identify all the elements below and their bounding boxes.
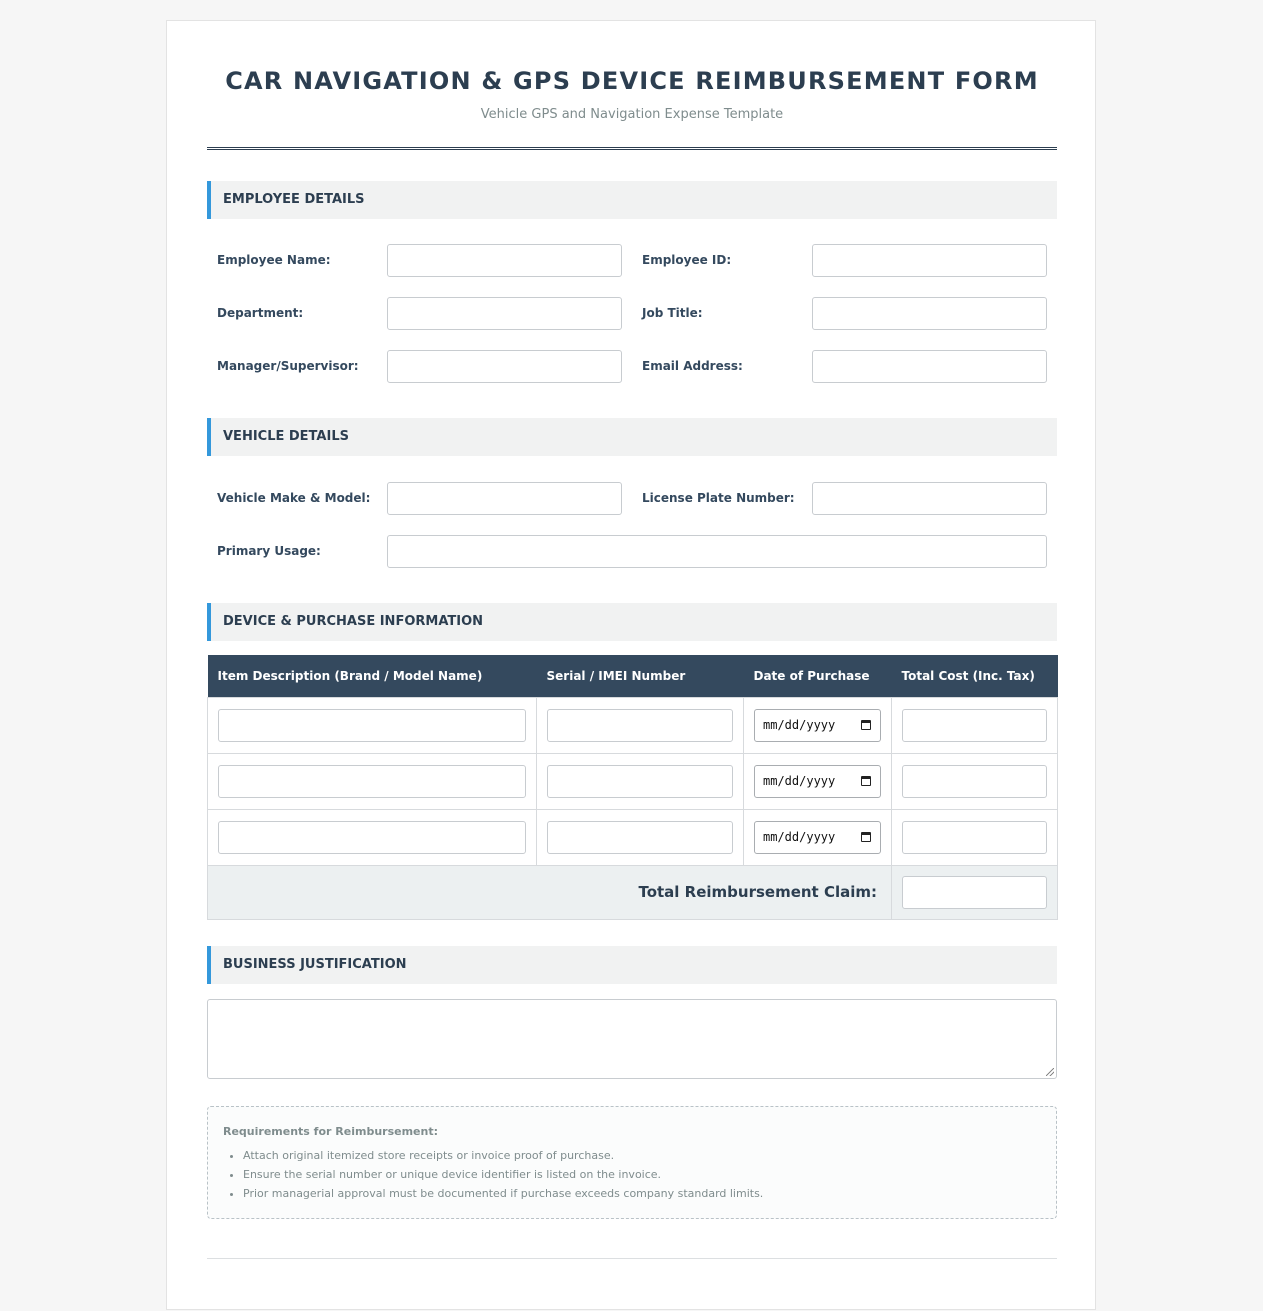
license-plate-label: License Plate Number: xyxy=(642,491,795,505)
column-header-serial: Serial / IMEI Number xyxy=(537,655,744,697)
section-device-purchase: DEVICE & PURCHASE INFORMATION xyxy=(207,603,1057,641)
serial-cell xyxy=(537,809,744,865)
email-input[interactable] xyxy=(812,350,1047,383)
serial-input[interactable] xyxy=(547,765,733,798)
total-reimbursement-label: Total Reimbursement Claim: xyxy=(208,865,892,919)
total-row xyxy=(208,865,1058,919)
form-page xyxy=(166,20,1096,1310)
total-cost-input[interactable] xyxy=(902,821,1047,854)
item-description-input[interactable] xyxy=(218,821,526,854)
table-row xyxy=(208,753,1058,809)
serial-input[interactable] xyxy=(547,709,733,742)
total-cost-input[interactable] xyxy=(902,765,1047,798)
total-reimbursement-cell xyxy=(892,865,1058,919)
item-description-cell xyxy=(208,697,537,753)
page-subtitle: Vehicle GPS and Navigation Expense Template xyxy=(480,107,784,122)
list-item: • Attach original itemized store receipts or invoice proof of purchase. xyxy=(243,1146,1041,1165)
calendar-icon[interactable] xyxy=(861,832,871,842)
department-label: Department: xyxy=(217,306,304,320)
vehicle-make-model-label: Vehicle Make & Model: xyxy=(217,491,371,505)
list-item: • Prior managerial approval must be documented if purchase exceeds company standard limits. xyxy=(243,1184,1041,1203)
footer-divider xyxy=(207,1258,1057,1259)
employee-name-input[interactable] xyxy=(387,244,622,277)
date-of-purchase-input[interactable] xyxy=(754,821,881,854)
primary-usage-label: Primary Usage: xyxy=(217,544,321,558)
resize-handle-icon[interactable] xyxy=(1046,1068,1054,1076)
requirements-list xyxy=(223,1146,1041,1203)
vehicle-make-model-input[interactable] xyxy=(387,482,622,515)
date-placeholder: mm/dd/yyyy xyxy=(763,830,836,844)
item-description-input[interactable] xyxy=(218,709,526,742)
department-input[interactable] xyxy=(387,297,622,330)
serial-cell xyxy=(537,753,744,809)
date-placeholder: mm/dd/yyyy xyxy=(763,774,836,788)
date-cell xyxy=(744,809,892,865)
section-business-justification: BUSINESS JUSTIFICATION xyxy=(207,946,1057,984)
serial-cell xyxy=(537,697,744,753)
device-table-header xyxy=(208,655,1058,697)
calendar-icon[interactable] xyxy=(861,776,871,786)
date-of-purchase-input[interactable] xyxy=(754,709,881,742)
item-description-cell xyxy=(208,753,537,809)
serial-input[interactable] xyxy=(547,821,733,854)
total-cost-cell xyxy=(892,697,1058,753)
date-placeholder: mm/dd/yyyy xyxy=(763,718,836,732)
job-title-input[interactable] xyxy=(812,297,1047,330)
page-title: CAR NAVIGATION & GPS DEVICE REIMBURSEMENT FORM xyxy=(225,67,1039,95)
column-header-item-description: Item Description (Brand / Model Name) xyxy=(208,655,537,697)
calendar-icon[interactable] xyxy=(861,720,871,730)
table-row xyxy=(208,697,1058,753)
manager-input[interactable] xyxy=(387,350,622,383)
list-item: • Ensure the serial number or unique device identifier is listed on the invoice. xyxy=(243,1165,1041,1184)
table-row xyxy=(208,809,1058,865)
item-description-cell xyxy=(208,809,537,865)
device-table xyxy=(207,655,1058,920)
total-cost-cell xyxy=(892,753,1058,809)
primary-usage-input[interactable] xyxy=(387,535,1047,568)
date-of-purchase-input[interactable] xyxy=(754,765,881,798)
employee-id-label: Employee ID: xyxy=(642,253,732,267)
employee-name-label: Employee Name: xyxy=(217,253,331,267)
job-title-label: Job Title: xyxy=(642,306,703,320)
header-divider xyxy=(207,147,1057,150)
manager-label: Manager/Supervisor: xyxy=(217,359,359,373)
total-cost-cell xyxy=(892,809,1058,865)
column-header-total-cost: Total Cost (Inc. Tax) xyxy=(892,655,1058,697)
section-vehicle-details: VEHICLE DETAILS xyxy=(207,418,1057,456)
date-cell xyxy=(744,753,892,809)
business-justification-textarea[interactable] xyxy=(207,999,1057,1079)
column-header-date: Date of Purchase xyxy=(744,655,892,697)
form-body xyxy=(207,21,1057,1311)
employee-id-input[interactable] xyxy=(812,244,1047,277)
email-label: Email Address: xyxy=(642,359,743,373)
total-cost-input[interactable] xyxy=(902,709,1047,742)
requirements-box xyxy=(207,1106,1057,1219)
license-plate-input[interactable] xyxy=(812,482,1047,515)
section-employee-details: EMPLOYEE DETAILS xyxy=(207,181,1057,219)
date-cell xyxy=(744,697,892,753)
total-reimbursement-input[interactable] xyxy=(902,876,1047,909)
requirements-title: Requirements for Reimbursement: xyxy=(223,1125,438,1138)
item-description-input[interactable] xyxy=(218,765,526,798)
